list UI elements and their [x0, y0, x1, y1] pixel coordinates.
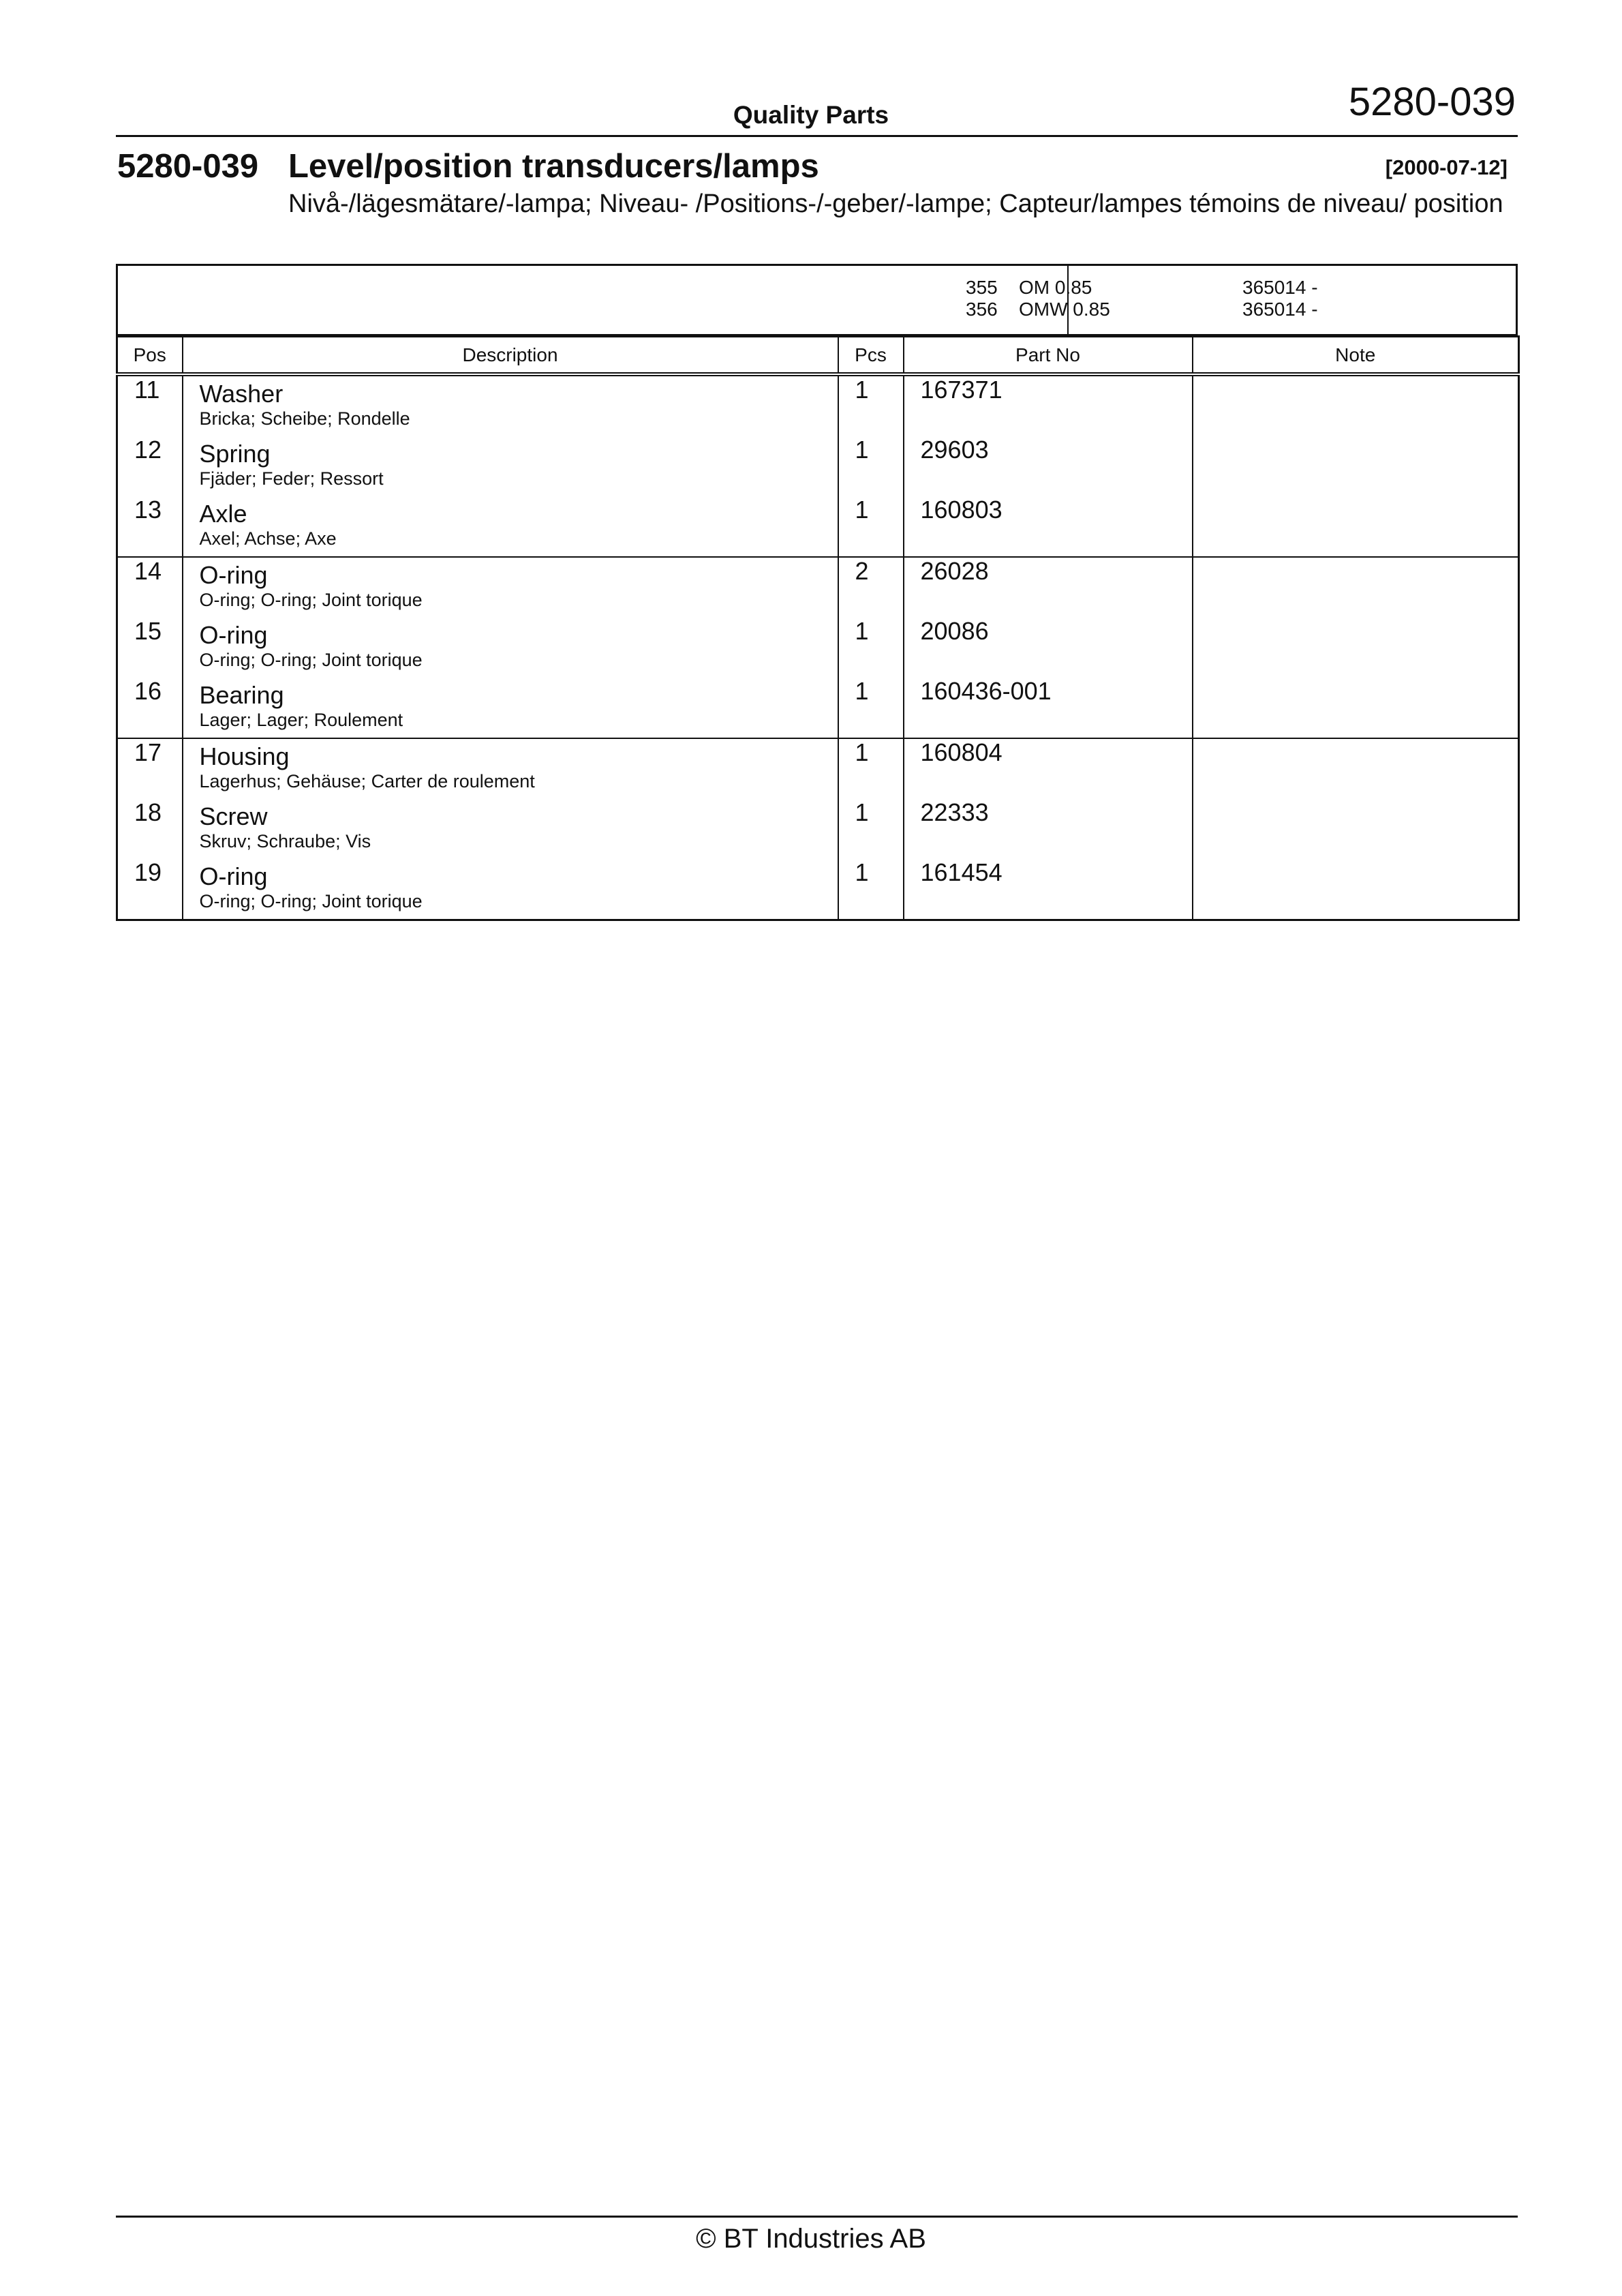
footer-copyright: © BT Industries AB — [696, 2224, 926, 2254]
description-cell — [183, 738, 838, 799]
part-no-cell: 161454 — [904, 859, 1193, 920]
part-translations: O-ring; O-ring; Joint torique — [199, 891, 423, 911]
part-no-cell: 26028 — [904, 557, 1193, 618]
part-no-cell: 29603 — [904, 436, 1193, 496]
part-translations: Fjäder; Feder; Ressort — [199, 468, 384, 489]
header-pcs: Pcs — [838, 337, 904, 375]
part-name: Axle — [199, 500, 247, 528]
pcs-cell: 1 — [838, 436, 904, 496]
note-cell — [1193, 678, 1519, 738]
part-name: Washer — [199, 380, 284, 408]
pcs-cell: 2 — [838, 557, 904, 618]
header-pos: Pos — [117, 337, 183, 375]
part-name: Screw — [199, 802, 268, 830]
header-divider — [116, 135, 1518, 137]
pos-cell: 14 — [134, 557, 162, 585]
section-date: [2000-07-12] — [1385, 155, 1508, 179]
part-no-cell: 160436-001 — [904, 678, 1193, 738]
pos-cell: 17 — [134, 738, 162, 766]
description-cell — [183, 374, 838, 436]
part-no-cell: 160804 — [904, 738, 1193, 799]
table-row — [117, 374, 1519, 436]
table-row — [117, 618, 1519, 678]
footer-divider — [116, 2216, 1518, 2218]
note-cell — [1193, 738, 1519, 799]
pos-cell: 15 — [134, 617, 162, 645]
pcs-cell: 1 — [838, 678, 904, 738]
part-name: O-ring — [199, 862, 268, 890]
note-cell — [1193, 374, 1519, 436]
pcs-cell: 1 — [838, 618, 904, 678]
part-no-cell: 22333 — [904, 799, 1193, 859]
pcs-cell: 1 — [838, 374, 904, 436]
header-description: Description — [183, 337, 838, 375]
part-name: O-ring — [199, 621, 268, 649]
description-cell — [183, 678, 838, 738]
note-cell — [1193, 799, 1519, 859]
section-subtitle: Nivå-/lägesmätare/-lampa; Niveau- /Positions-/-geber/-lampe; Capteur/lampes témoins de niveau/ position — [288, 190, 1503, 218]
description-cell — [183, 859, 838, 920]
table-row — [117, 799, 1519, 859]
part-translations: Lager; Lager; Roulement — [199, 710, 403, 730]
header-part-no: Part No — [904, 337, 1193, 375]
description-cell — [183, 618, 838, 678]
model-serial: 365014 - — [1242, 299, 1318, 320]
header-title: Quality Parts — [733, 101, 889, 129]
pos-cell: 19 — [134, 858, 162, 886]
model-code: 355 — [966, 277, 998, 298]
note-cell — [1193, 557, 1519, 618]
description-cell — [183, 436, 838, 496]
table-row — [117, 436, 1519, 496]
description-cell — [183, 799, 838, 859]
part-name: Housing — [199, 742, 290, 770]
model-name: OMW 0.85 — [1019, 299, 1110, 320]
pcs-cell: 1 — [838, 859, 904, 920]
part-name: Spring — [199, 440, 271, 468]
table-row — [117, 557, 1519, 618]
note-cell — [1193, 436, 1519, 496]
part-no-cell: 160803 — [904, 496, 1193, 557]
table-row — [117, 738, 1519, 799]
part-translations: Bricka; Scheibe; Rondelle — [199, 408, 410, 429]
part-name: Bearing — [199, 681, 284, 709]
part-translations: Skruv; Schraube; Vis — [199, 831, 371, 851]
part-name: O-ring — [199, 561, 268, 589]
parts-table — [116, 335, 1520, 921]
part-no-cell: 20086 — [904, 618, 1193, 678]
part-no-cell: 167371 — [904, 374, 1193, 436]
note-cell — [1193, 496, 1519, 557]
pcs-cell: 1 — [838, 799, 904, 859]
pos-cell: 11 — [134, 376, 160, 404]
note-cell — [1193, 618, 1519, 678]
table-row — [117, 678, 1519, 738]
part-translations: O-ring; O-ring; Joint torique — [199, 650, 423, 670]
pos-cell: 13 — [117, 496, 183, 557]
pos-cell: 18 — [134, 798, 162, 826]
header-note: Note — [1193, 337, 1519, 375]
pos-cell: 16 — [117, 678, 183, 738]
part-translations: Lagerhus; Gehäuse; Carter de roulement — [199, 771, 535, 791]
description-cell — [183, 496, 838, 557]
models-box — [116, 264, 1518, 336]
part-translations: O-ring; O-ring; Joint torique — [199, 590, 423, 610]
model-code: 356 — [966, 299, 998, 320]
pos-cell: 12 — [134, 436, 162, 464]
note-cell — [1193, 859, 1519, 920]
pcs-cell: 1 — [838, 496, 904, 557]
model-name: OM 0.85 — [1019, 277, 1092, 298]
table-header-row — [117, 337, 1519, 375]
page-code: 5280-039 — [1348, 80, 1516, 124]
table-row — [117, 496, 1519, 557]
part-translations: Axel; Achse; Axe — [199, 528, 337, 549]
section-title: Level/position transducers/lamps — [288, 148, 819, 185]
description-cell — [183, 557, 838, 618]
model-serial: 365014 - — [1242, 277, 1318, 298]
pcs-cell: 1 — [838, 738, 904, 799]
table-row — [117, 859, 1519, 920]
section-code: 5280-039 — [117, 148, 259, 185]
